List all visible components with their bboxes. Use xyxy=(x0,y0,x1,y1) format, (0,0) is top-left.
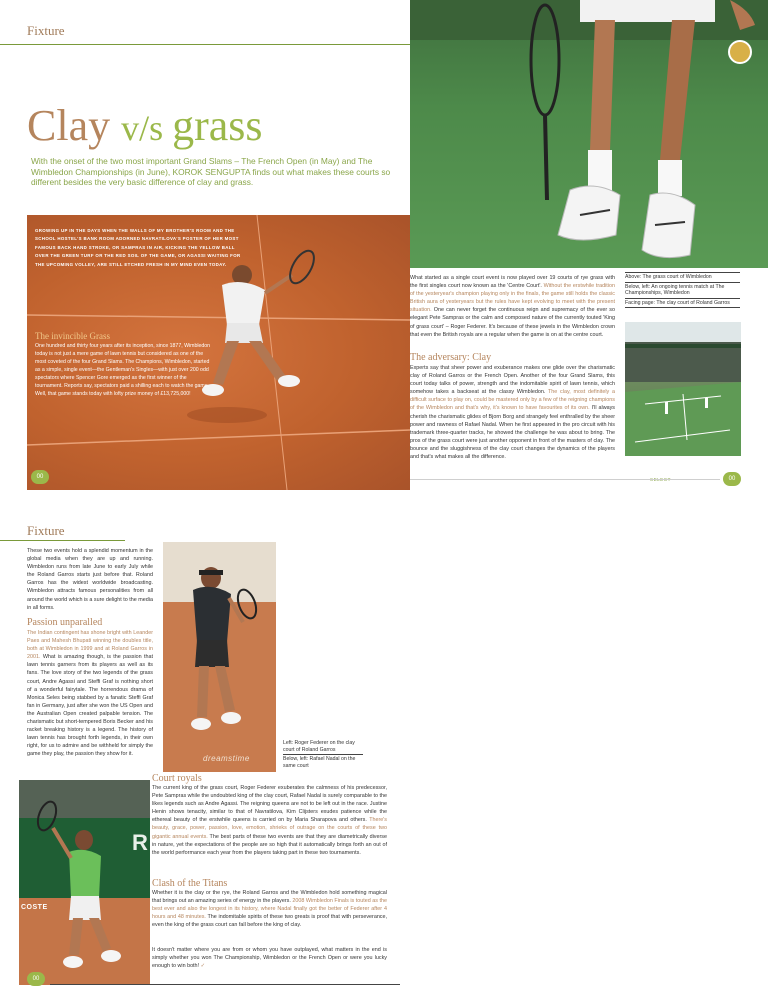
caption-federer: Left: Roger Federer on the clay court of Roland Garros xyxy=(283,740,355,753)
caption-below-left: Below, left: An ongoing tennis match at The Championships, Wimbledon xyxy=(625,283,725,297)
adversary-clay-paragraph: Experts say that sheer power and exuberance makes one glide over the charismatic clay of Roland Garros or the French Open. Another of the four Grand Slams, this court today talks of power, strength and the indomitable spirit of lawn tennis, which somehow takes a backseat at the classy Wimbledon. The clay, most definitely a difficult surface to play on, could be mastered only by a few of the reigning champions of the Wimbledon and that's why, it's known to have favourites of its own. I'll always cherish the charismatic glides of Bjorn Borg and strangely feel enthralled by the sheer power and rawness of Rafael Nadal. When he first appeared in the pro circuit with his trademark three-quarter tracks, he showed the challenge he was about to bring. The pros of the grass court were just another opponent in front of the masters of clay. The bounce and the sluggishness of the clay court changes the dynamics of the players and that's what makes all the difference. xyxy=(410,365,615,461)
section-label-fixture: Fixture xyxy=(27,23,65,38)
clay-court-photo xyxy=(27,215,410,490)
nadal-illustration xyxy=(19,780,150,985)
watermark-text: dreamstime xyxy=(203,754,250,763)
federer-illustration xyxy=(163,542,276,772)
page-title: Clay v/s grass xyxy=(27,101,263,150)
wimbledon-stadium-photo xyxy=(625,322,741,456)
clash-titans-heading: Clash of the Titans xyxy=(152,878,228,889)
caption-nadal: Below, left: Rafael Nadal on the same court xyxy=(283,756,356,769)
caption-above: Above: The grass court of Wimbledon xyxy=(625,274,712,280)
closing-paragraph: It doesn't matter where you are from or whom you have outplayed, what matters in the end is simply whether you won The Championship, Wimbledon or the French Open or were you lucky enough to win both! ✓ xyxy=(152,947,387,970)
page-number-left: 00 xyxy=(31,470,49,484)
nadal-clay-photo xyxy=(19,780,150,985)
photo-captions-block xyxy=(283,740,363,769)
passion-heading: Passion unparalled xyxy=(27,617,103,628)
captions-block xyxy=(625,272,740,308)
court-royals-heading: Court royals xyxy=(152,773,202,784)
federer-clay-photo xyxy=(163,542,276,772)
caption-facing: Facing page: The clay court of Roland Garros xyxy=(625,299,730,306)
logo-badge-icon xyxy=(728,40,752,64)
pullquote: GROWING UP IN THE DAYS WHEN THE WALLS OF MY BROTHER'S ROOM AND THE SCHOOL HOSTEL'S BANK ROOM ADORNED NAVRATILOVA'S POSTER OF HER MOST FAMOUS BACK HAND STROKE, OR SAMPRAS IN AIR, KICKING THE YELLOW BALL OVER THE GREEN TURF OR THE RED SOIL OF THE GAME, OR AGASSI WAITING FOR THE UPCOMING VOLLEY, ARE STILL ETCHED FRESH IN MY MIND EVEN TODAY. xyxy=(35,228,241,267)
passion-paragraph: The Indian contingent has shone bright with Leander Paes and Mahesh Bhupati winning the doubles title, both at Wimbledon in 1999 and at Roland Garros in 2001. What is amazing though, is the passion that lawn tennis garners from its players as well as its fans. The love story of the two legends of the grass court, Andre Agassi and Steffi Graf is nothing short of a wonderful fairytale. The horrendous drama of Monica Seles being stabbed by a fanatic Steffi Graf fan in Germany, just after she won the US Open and the Australian Open created palpable tension. The charismatic but short-tempered Boris Becker and his racket breaking history is a legend. The history of lawn tennis has brought forth legends, in their own right, for us to admire and be withheld for simply the game they play, the passion they show for it. xyxy=(27,630,153,758)
section-label-fixture-2: Fixture xyxy=(27,523,65,538)
court-royals-paragraph: The current king of the grass court, Roger Federer exuberates the calmness of his predecessor, Pete Sampras while the undoubted king of the clay court, Rafael Nadal is surely comparable to the likes legends such as Andre Agassi. The reigning queens are not to be left out in the race. Justine Henin shows tenacity, similar to that of Navratilova, Kim Clijsters exudes patience while the ethereal beauty of the erstwhile queens is carried on by Maria Sharapova and others. There's beauty, grace, power, passion, love, emotion, shrieks of outrage on the courts of these two gigantic annual events. The best parts of these two events are that they are diametrically diverse in nature, yet the expectations of the people are so high that it automatically brings forth an out of the world performance each year from the players taking part in these two tournaments. xyxy=(152,785,387,856)
section-rule-2 xyxy=(0,540,125,541)
bottom-rule xyxy=(50,984,400,985)
grass-court-photo xyxy=(410,0,768,268)
adversary-clay-heading: The adversary: Clay xyxy=(410,352,492,363)
sign-off-icon: ✓ xyxy=(200,963,206,970)
banner-text: COSTE xyxy=(21,904,48,911)
page-number-right: 00 xyxy=(723,472,741,486)
media-paragraph: These two events hold a splendid momentum in the global media when they are up and running. Wimbledon runs from late June to early July while the Roland Garros starts just before that. Roland Garros has the widest worldwide broadcasting. Wimbledon attracts famous personalities from all around the world which is a sure delight to the media in all forms. xyxy=(27,548,153,611)
invincible-grass-heading: The invincible Grass xyxy=(35,331,110,341)
player-legs-illustration xyxy=(410,0,768,268)
section-rule xyxy=(0,44,410,45)
stadium-illustration xyxy=(625,322,741,456)
wimbledon-court-paragraph: What started as a single court event is now played over 19 courts of rye grass with the first singles court now known as the 'Centre Court'. Without the erstwhile tradition of the yesteryear's champion playing only in the finals, the game still holds the classic British aura of yesteryears but the rules have kept evolving to meet with the present situation. One can never forget the continuous reign and supremacy of the ever so elegant Pete Sampras or the calm and composed nature of the currently touted 'King of grass court' – Roger Federer. It's because of these jewels in the Wimbledon crown that even the British royals are a regular when the game is on at the centre court. xyxy=(410,275,615,338)
invincible-grass-text: One hundred and thirty four years after its inception, since 1877, Wimbledon today is not just a mere game of lawn tennis but considered as one of the most coveted of the four Grand Slams. The Champions, Wimbledon, started as a simple, single event—the Gentleman's Singles—with just over 200 odd spectators where Spencer Gore emerged as the first winner of the tournament. Reports say, spectators paid a shilling each to watch the game. Well, that game stands today with lofty prize money of £13,725,000! xyxy=(35,343,211,397)
footer-rule xyxy=(410,479,720,480)
clash-titans-paragraph: Whether it is the clay or the rye, the Roland Garros and the Wimbledon hold something magical that brings out an amazing series of energy in the players. 2008 Wimbledon Finals is touted as the best ever and also the longest in its history, where Nadal finally got the better of Federer after 4 hours and 48 minutes. The indomitable spirits of these two greats is proof that with perseverance, even the king of the grass court can fall before the king of clay. xyxy=(152,890,388,929)
intro-deck: With the onset of the two most important Grand Slams – The French Open (in May) and The Wimbledon Championships (in June), KOROK SENGUPTA finds out what makes these courts so different besides the very basic difference of clay and grass. xyxy=(31,156,391,188)
page-number-bottom: 00 xyxy=(27,972,45,986)
svg-text:R: R xyxy=(132,830,148,855)
